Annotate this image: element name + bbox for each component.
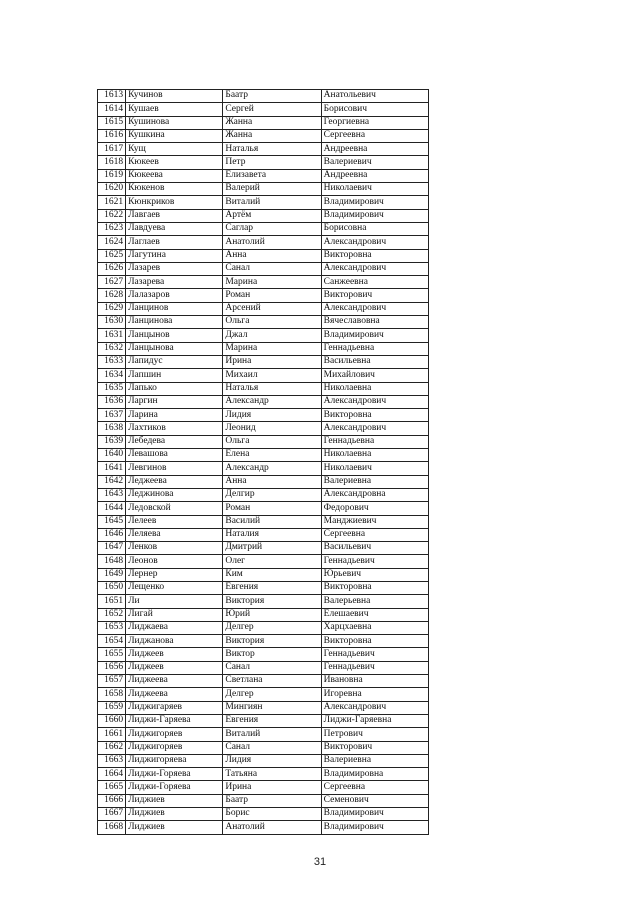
first-name-cell: Марина [223,342,321,355]
table-row [98,675,429,688]
patronymic-cell: Вячеславовна [321,316,428,329]
table-row [98,342,429,355]
surname-cell: Ленков [126,542,223,555]
row-number: 1650 [98,581,126,594]
surname-cell: Лиджаева [126,621,223,634]
row-number: 1634 [98,369,126,382]
patronymic-cell: Лиджи-Гаряевна [321,714,428,727]
table-row [98,382,429,395]
row-number: 1668 [98,821,126,834]
row-number: 1652 [98,608,126,621]
patronymic-cell: Александрович [321,262,428,275]
first-name-cell: Марина [223,276,321,289]
first-name-cell: Василий [223,515,321,528]
surname-cell: Лиджанова [126,635,223,648]
first-name-cell: Наталья [223,143,321,156]
patronymic-cell: Валерьевна [321,595,428,608]
patronymic-cell: Валериевна [321,754,428,767]
row-number: 1660 [98,714,126,727]
first-name-cell: Валерий [223,183,321,196]
names-table [97,89,429,835]
table-row [98,289,429,302]
row-number: 1661 [98,728,126,741]
surname-cell: Кушкина [126,129,223,142]
surname-cell: Кюкенов [126,183,223,196]
row-number: 1643 [98,488,126,501]
surname-cell: Лиджеев [126,661,223,674]
table-row [98,475,429,488]
patronymic-cell: Владимирович [321,821,428,834]
surname-cell: Лагутина [126,249,223,262]
table-row [98,581,429,594]
table-row [98,595,429,608]
table-row [98,555,429,568]
first-name-cell: Джал [223,329,321,342]
table-row [98,355,429,368]
first-name-cell: Виктория [223,595,321,608]
row-number: 1626 [98,262,126,275]
patronymic-cell: Сергеевна [321,781,428,794]
patronymic-cell: Санжеевна [321,276,428,289]
surname-cell: Лебедева [126,435,223,448]
patronymic-cell: Борисович [321,103,428,116]
row-number: 1617 [98,143,126,156]
first-name-cell: Светлана [223,675,321,688]
first-name-cell: Ким [223,568,321,581]
first-name-cell: Анатолий [223,236,321,249]
first-name-cell: Виктория [223,635,321,648]
patronymic-cell: Георгиевна [321,116,428,129]
row-number: 1637 [98,409,126,422]
surname-cell: Лиджигоряева [126,754,223,767]
surname-cell: Лернер [126,568,223,581]
row-number: 1627 [98,276,126,289]
patronymic-cell: Васильевич [321,542,428,555]
row-number: 1616 [98,129,126,142]
first-name-cell: Санал [223,661,321,674]
patronymic-cell: Юрьевич [321,568,428,581]
row-number: 1644 [98,502,126,515]
patronymic-cell: Валериевич [321,156,428,169]
patronymic-cell: Владимирович [321,209,428,222]
surname-cell: Лавгаев [126,209,223,222]
first-name-cell: Наталья [223,382,321,395]
row-number: 1667 [98,808,126,821]
table-row [98,143,429,156]
patronymic-cell: Геннадьевич [321,555,428,568]
surname-cell: Лиджеев [126,648,223,661]
first-name-cell: Анна [223,249,321,262]
table-row [98,714,429,727]
surname-cell: Лещенко [126,581,223,594]
row-number: 1630 [98,316,126,329]
first-name-cell: Дмитрий [223,542,321,555]
row-number: 1648 [98,555,126,568]
table-row [98,395,429,408]
table-row [98,488,429,501]
patronymic-cell: Семенович [321,794,428,807]
surname-cell: Лиджеева [126,675,223,688]
row-number: 1624 [98,236,126,249]
first-name-cell: Анна [223,475,321,488]
row-number: 1632 [98,342,126,355]
row-number: 1625 [98,249,126,262]
row-number: 1646 [98,528,126,541]
surname-cell: Лахтиков [126,422,223,435]
row-number: 1641 [98,462,126,475]
patronymic-cell: Николаевич [321,183,428,196]
row-number: 1651 [98,595,126,608]
first-name-cell: Баатр [223,794,321,807]
first-name-cell: Санал [223,262,321,275]
row-number: 1615 [98,116,126,129]
row-number: 1614 [98,103,126,116]
patronymic-cell: Борисовна [321,222,428,235]
table-row [98,621,429,634]
row-number: 1662 [98,741,126,754]
first-name-cell: Жанна [223,129,321,142]
surname-cell: Ларина [126,409,223,422]
surname-cell: Левгинов [126,462,223,475]
surname-cell: Лиджигаряев [126,701,223,714]
surname-cell: Лигай [126,608,223,621]
table-row [98,316,429,329]
patronymic-cell: Геннадьевич [321,661,428,674]
table-row [98,116,429,129]
first-name-cell: Арсений [223,302,321,315]
first-name-cell: Роман [223,289,321,302]
row-number: 1623 [98,222,126,235]
table-row [98,754,429,767]
table-row [98,661,429,674]
surname-cell: Лиджиев [126,808,223,821]
row-number: 1619 [98,169,126,182]
row-number: 1655 [98,648,126,661]
first-name-cell: Делгер [223,688,321,701]
patronymic-cell: Геннадьевич [321,648,428,661]
first-name-cell: Виталий [223,196,321,209]
table-row [98,688,429,701]
patronymic-cell: Федорович [321,502,428,515]
table-row [98,821,429,834]
first-name-cell: Виталий [223,728,321,741]
patronymic-cell: Викторовна [321,409,428,422]
table-row [98,262,429,275]
first-name-cell: Санал [223,741,321,754]
surname-cell: Лапько [126,382,223,395]
patronymic-cell: Александрович [321,236,428,249]
table-row [98,103,429,116]
surname-cell: Ли [126,595,223,608]
first-name-cell: Наталия [223,528,321,541]
surname-cell: Лиджигоряев [126,728,223,741]
patronymic-cell: Александрович [321,395,428,408]
table-row [98,90,429,103]
row-number: 1653 [98,621,126,634]
surname-cell: Лелеев [126,515,223,528]
table-row [98,648,429,661]
table-row [98,222,429,235]
row-number: 1618 [98,156,126,169]
first-name-cell: Олег [223,555,321,568]
table-row [98,129,429,142]
row-number: 1647 [98,542,126,555]
row-number: 1640 [98,449,126,462]
row-number: 1645 [98,515,126,528]
surname-cell: Лиджи-Гаряева [126,714,223,727]
patronymic-cell: Владимирович [321,196,428,209]
table-row [98,183,429,196]
surname-cell: Лиджиев [126,821,223,834]
first-name-cell: Делгер [223,621,321,634]
surname-cell: Кушаев [126,103,223,116]
row-number: 1628 [98,289,126,302]
surname-cell: Левашова [126,449,223,462]
table-row [98,568,429,581]
patronymic-cell: Викторовна [321,635,428,648]
surname-cell: Лапшин [126,369,223,382]
first-name-cell: Делгир [223,488,321,501]
surname-cell: Лавдуева [126,222,223,235]
patronymic-cell: Александровна [321,488,428,501]
table-row [98,169,429,182]
table-row [98,302,429,315]
patronymic-cell: Васильевна [321,355,428,368]
first-name-cell: Ольга [223,316,321,329]
surname-cell: Леджинова [126,488,223,501]
first-name-cell: Лидия [223,754,321,767]
table-row [98,462,429,475]
surname-cell: Ледовской [126,502,223,515]
patronymic-cell: Николаевна [321,382,428,395]
first-name-cell: Борис [223,808,321,821]
first-name-cell: Елизавета [223,169,321,182]
patronymic-cell: Николаевич [321,462,428,475]
row-number: 1642 [98,475,126,488]
first-name-cell: Ольга [223,435,321,448]
patronymic-cell: Михайлович [321,369,428,382]
patronymic-cell: Сергеевна [321,528,428,541]
patronymic-cell: Харцхаевна [321,621,428,634]
table-row [98,701,429,714]
row-number: 1666 [98,794,126,807]
row-number: 1613 [98,90,126,103]
surname-cell: Леджеева [126,475,223,488]
surname-cell: Ланцинов [126,302,223,315]
table-row [98,808,429,821]
patronymic-cell: Викторовна [321,581,428,594]
patronymic-cell: Сергеевна [321,129,428,142]
patronymic-cell: Владимирович [321,808,428,821]
first-name-cell: Мингиян [223,701,321,714]
row-number: 1636 [98,395,126,408]
row-number: 1657 [98,675,126,688]
table-row [98,515,429,528]
row-number: 1621 [98,196,126,209]
row-number: 1638 [98,422,126,435]
first-name-cell: Баатр [223,90,321,103]
patronymic-cell: Николаевна [321,449,428,462]
table-row [98,236,429,249]
first-name-cell: Ирина [223,355,321,368]
patronymic-cell: Геннадьевна [321,342,428,355]
patronymic-cell: Владимирович [321,329,428,342]
first-name-cell: Александр [223,462,321,475]
patronymic-cell: Манджиевич [321,515,428,528]
surname-cell: Лиджи-Горяева [126,781,223,794]
table-row [98,369,429,382]
first-name-cell: Елена [223,449,321,462]
first-name-cell: Артём [223,209,321,222]
row-number: 1622 [98,209,126,222]
surname-cell: Кюнкриков [126,196,223,209]
surname-cell: Кушинова [126,116,223,129]
table-row [98,209,429,222]
first-name-cell: Александр [223,395,321,408]
patronymic-cell: Владимировна [321,768,428,781]
surname-cell: Ларгин [126,395,223,408]
first-name-cell: Виктор [223,648,321,661]
first-name-cell: Лидия [223,409,321,422]
patronymic-cell: Александрович [321,701,428,714]
surname-cell: Лиджи-Горяева [126,768,223,781]
first-name-cell: Евгения [223,714,321,727]
surname-cell: Лапидус [126,355,223,368]
surname-cell: Ланцынова [126,342,223,355]
surname-cell: Кучинов [126,90,223,103]
table-row [98,635,429,648]
row-number: 1633 [98,355,126,368]
surname-cell: Лазарева [126,276,223,289]
first-name-cell: Ирина [223,781,321,794]
patronymic-cell: Александрович [321,302,428,315]
patronymic-cell: Геннадьевна [321,435,428,448]
patronymic-cell: Игоревна [321,688,428,701]
row-number: 1629 [98,302,126,315]
row-number: 1635 [98,382,126,395]
first-name-cell: Анатолий [223,821,321,834]
table-row [98,329,429,342]
first-name-cell: Жанна [223,116,321,129]
names-table-body [98,90,429,835]
surname-cell: Леляева [126,528,223,541]
patronymic-cell: Андреевна [321,169,428,182]
table-row [98,768,429,781]
surname-cell: Лалазаров [126,289,223,302]
surname-cell: Кюкеев [126,156,223,169]
first-name-cell: Петр [223,156,321,169]
patronymic-cell: Викторовна [321,249,428,262]
table-row [98,156,429,169]
first-name-cell: Саглар [223,222,321,235]
surname-cell: Леонов [126,555,223,568]
page-number: 31 [313,856,327,868]
table-row [98,422,429,435]
row-number: 1654 [98,635,126,648]
patronymic-cell: Валериевна [321,475,428,488]
first-name-cell: Евгения [223,581,321,594]
table-row [98,794,429,807]
patronymic-cell: Елешаевич [321,608,428,621]
row-number: 1665 [98,781,126,794]
table-row [98,728,429,741]
surname-cell: Лиджеева [126,688,223,701]
patronymic-cell: Викторович [321,741,428,754]
patronymic-cell: Викторович [321,289,428,302]
table-row [98,249,429,262]
row-number: 1649 [98,568,126,581]
table-row [98,435,429,448]
table-row [98,502,429,515]
row-number: 1656 [98,661,126,674]
row-number: 1639 [98,435,126,448]
table-row [98,409,429,422]
row-number: 1631 [98,329,126,342]
patronymic-cell: Анатольевич [321,90,428,103]
surname-cell: Лазарев [126,262,223,275]
row-number: 1659 [98,701,126,714]
surname-cell: Лиджигоряев [126,741,223,754]
row-number: 1658 [98,688,126,701]
table-row [98,449,429,462]
table-row [98,276,429,289]
surname-cell: Кущ [126,143,223,156]
surname-cell: Лиджиев [126,794,223,807]
surname-cell: Ланцинова [126,316,223,329]
row-number: 1620 [98,183,126,196]
patronymic-cell: Петрович [321,728,428,741]
patronymic-cell: Ивановна [321,675,428,688]
table-row [98,741,429,754]
first-name-cell: Леонид [223,422,321,435]
surname-cell: Ланцынов [126,329,223,342]
table-row [98,608,429,621]
surname-cell: Кюкеева [126,169,223,182]
first-name-cell: Сергей [223,103,321,116]
first-name-cell: Юрий [223,608,321,621]
surname-cell: Лаглаев [126,236,223,249]
row-number: 1663 [98,754,126,767]
table-row [98,528,429,541]
table-row [98,196,429,209]
first-name-cell: Татьяна [223,768,321,781]
first-name-cell: Михаил [223,369,321,382]
row-number: 1664 [98,768,126,781]
table-row [98,781,429,794]
first-name-cell: Роман [223,502,321,515]
table-row [98,542,429,555]
patronymic-cell: Андреевна [321,143,428,156]
patronymic-cell: Александрович [321,422,428,435]
